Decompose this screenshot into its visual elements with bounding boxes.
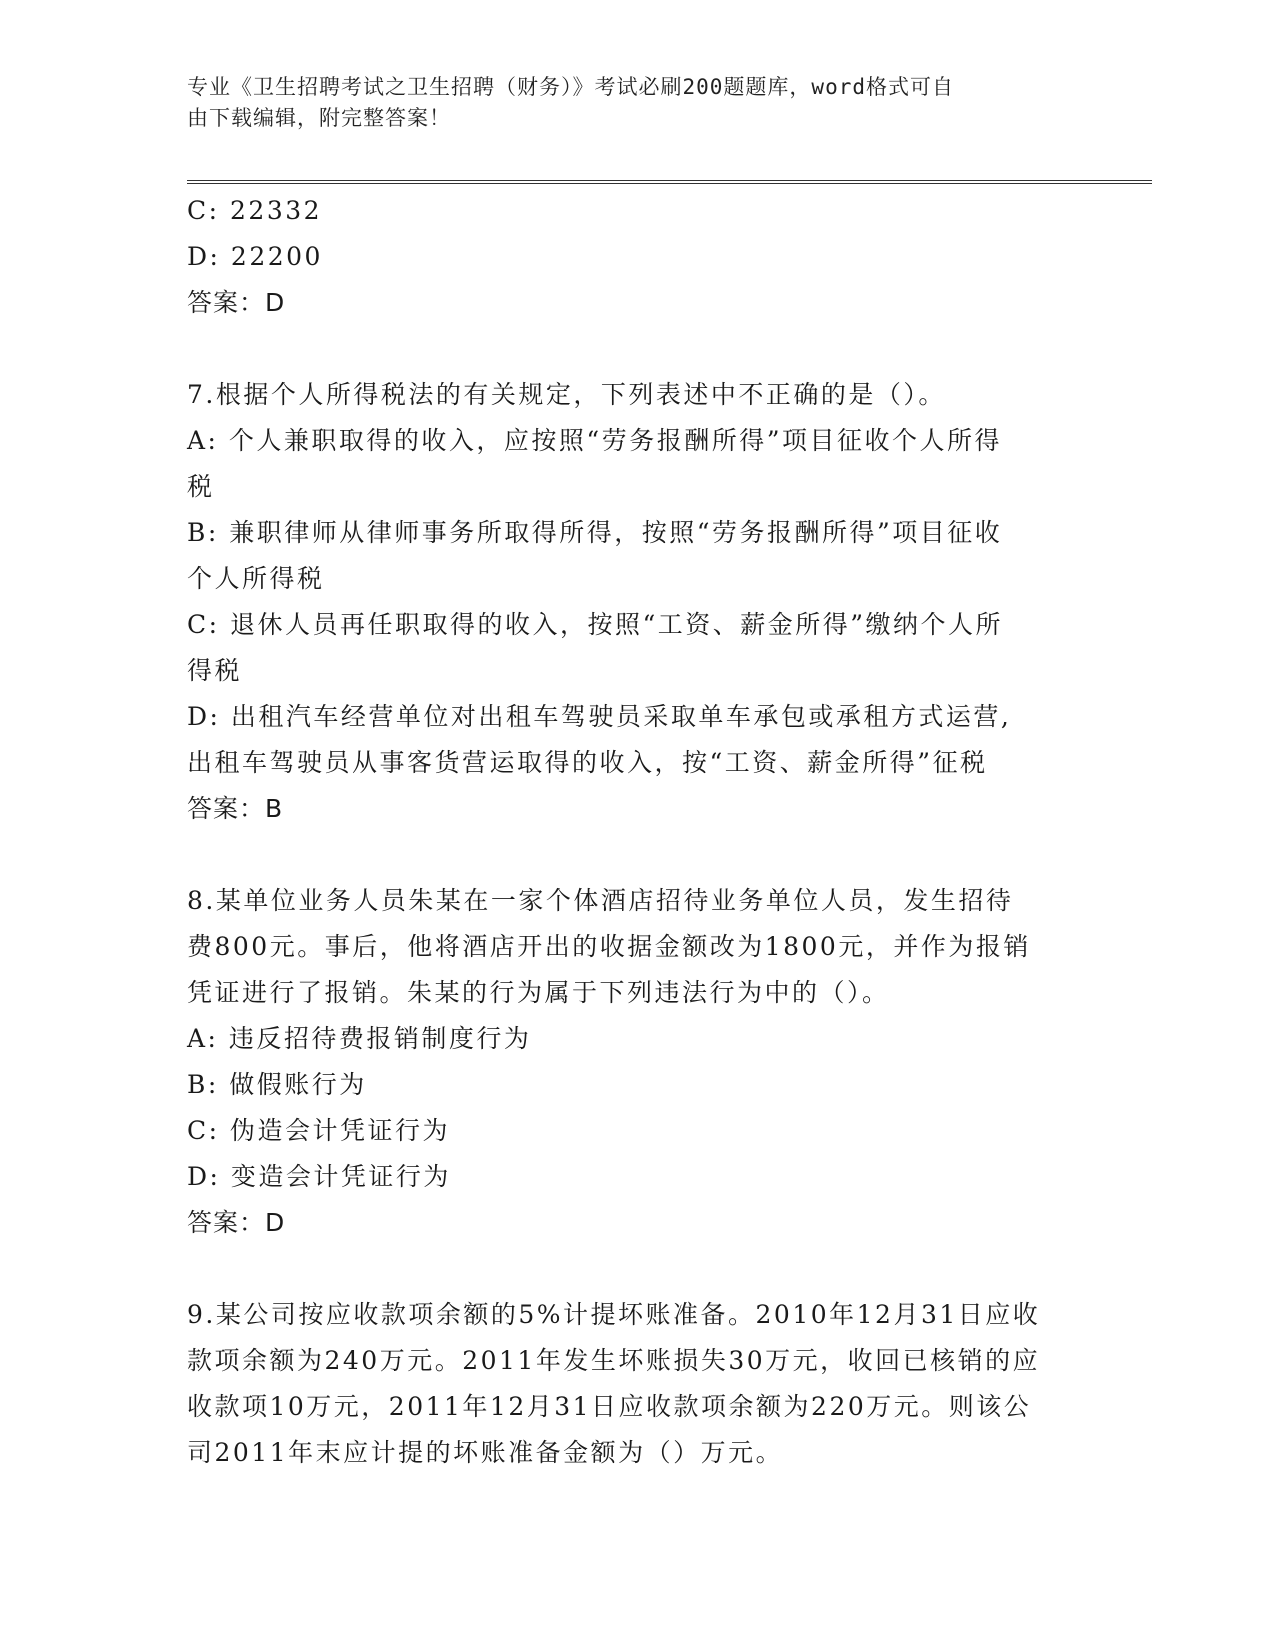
header-divider-bottom (187, 183, 1152, 184)
question-stem-line-2: 费800元。事后，他将酒店开出的收据金额改为1800元，并作为报销 (187, 932, 1031, 961)
header-divider-top (187, 180, 1152, 181)
answer-line: 答案：D (187, 288, 286, 317)
question-stem-line-3: 收款项10万元，2011年12月31日应收款项余额为220万元。则该公 (187, 1392, 1032, 1421)
option-text: 22332 (230, 196, 323, 225)
option-label: D: (187, 242, 221, 271)
question-8 (187, 878, 1087, 1246)
question-stem: 7.根据个人所得税法的有关规定，下列表述中不正确的是（）。 (187, 380, 946, 409)
option-a: A: 违反招待费报销制度行为 (187, 1024, 532, 1053)
option-d-line-1: D: 出租汽车经营单位对出租车驾驶员采取单车承包或承租方式运营, (187, 702, 1012, 731)
option-b: B: 做假账行为 (187, 1070, 367, 1099)
header-line-2: 由下载编辑，附完整答案！ (187, 106, 451, 130)
option-d (187, 234, 1087, 280)
question-7 (187, 372, 1087, 832)
option-d-line-2: 出租车驾驶员从事客货营运取得的收入，按“工资、薪金所得”征税 (187, 748, 988, 777)
question-stem-line-3: 凭证进行了报销。朱某的行为属于下列违法行为中的（）。 (187, 978, 890, 1007)
question-9 (187, 1292, 1087, 1476)
answer-line: 答案：D (187, 1208, 286, 1237)
question-stem-line-1: 9.某公司按应收款项余额的5%计提坏账准备。2010年12月31日应收 (187, 1300, 1041, 1329)
option-c-line-1: C: 退休人员再任职取得的收入，按照“工资、薪金所得”缴纳个人所 (187, 610, 1004, 639)
option-b-line-1: B: 兼职律师从律师事务所取得所得，按照“劳务报酬所得”项目征收 (187, 518, 1003, 547)
previous-question (187, 188, 1087, 326)
document-body (187, 188, 1087, 1476)
answer-line: 答案：B (187, 794, 284, 823)
option-text: 22200 (230, 242, 323, 271)
option-c (187, 188, 1087, 234)
question-stem-line-1: 8.某单位业务人员朱某在一家个体酒店招待业务单位人员，发生招待 (187, 886, 1014, 915)
header-line-1: 专业《卫生招聘考试之卫生招聘（财务）》考试必刷200题题库，word格式可自 (187, 75, 954, 99)
question-stem-line-2: 款项余额为240万元。2011年发生坏账损失30万元，收回已核销的应 (187, 1346, 1041, 1375)
question-stem-line-4: 司2011年末应计提的坏账准备金额为（）万元。 (187, 1438, 784, 1467)
option-b-line-2: 个人所得税 (187, 564, 325, 593)
option-c: C: 伪造会计凭证行为 (187, 1116, 450, 1145)
option-label: C: (187, 196, 220, 225)
option-a-line-2: 税 (187, 472, 215, 501)
option-c-line-2: 得税 (187, 656, 243, 685)
option-d: D: 变造会计凭证行为 (187, 1162, 451, 1191)
document-header (187, 72, 1067, 134)
option-a-line-1: A: 个人兼职取得的收入，应按照“劳务报酬所得”项目征收个人所得 (187, 426, 1002, 455)
